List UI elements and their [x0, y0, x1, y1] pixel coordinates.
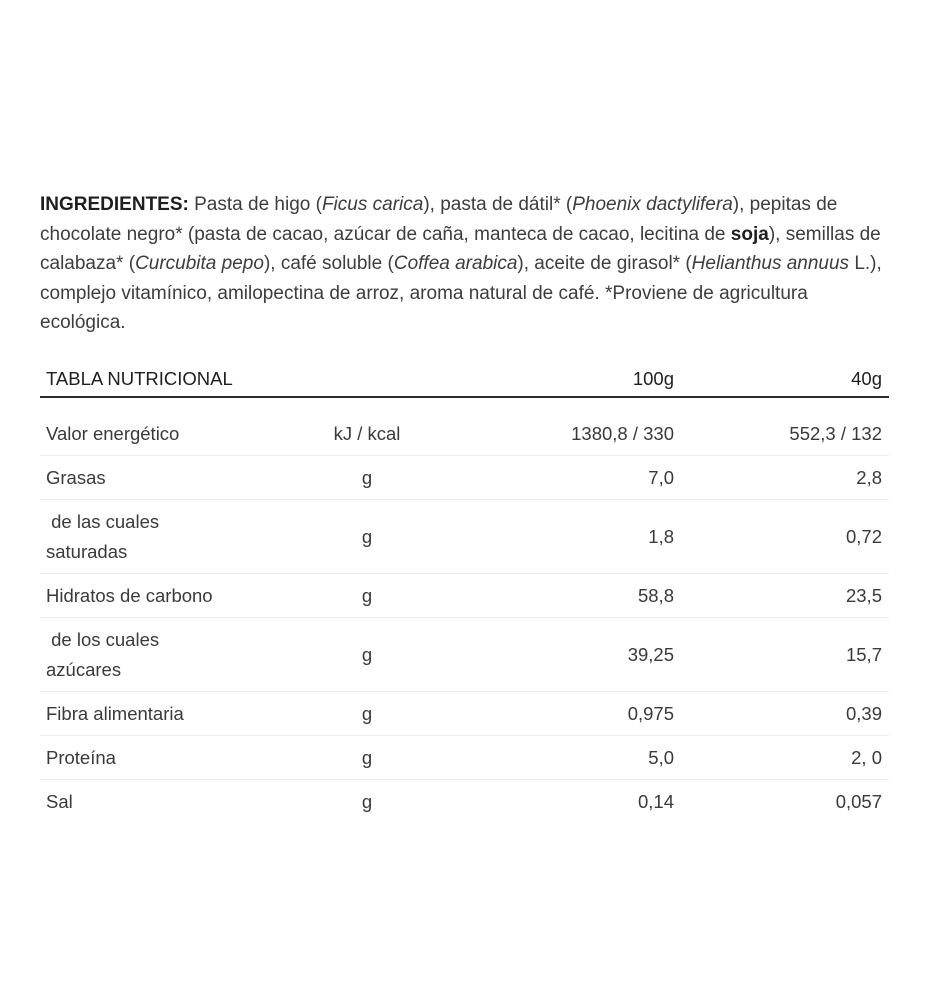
nutrient-unit: g [361, 746, 373, 768]
nutrient-value-100g: 39,25 [627, 643, 674, 665]
nutrient-value-100g: 0,975 [627, 702, 674, 724]
nutrient-value-100g: 5,0 [648, 746, 674, 768]
header-100g: 100g [632, 368, 674, 389]
ingredients-label: INGREDIENTES: [40, 194, 189, 215]
nutrient-value-40g: 0,72 [845, 525, 882, 547]
nutrient-value-40g: 2,8 [856, 466, 882, 488]
nutrient-name: Sal [46, 790, 73, 812]
nutrition-row-energy [40, 412, 889, 456]
nutrient-value-100g: 7,0 [648, 466, 674, 488]
nutrient-unit: g [361, 702, 373, 724]
nutrient-name: Proteína [46, 746, 116, 768]
ingredients-paragraph [40, 190, 890, 338]
nutrient-unit: g [361, 584, 373, 606]
ingredients-text: ), café soluble ( [263, 253, 394, 274]
nutrient-value-100g: 1,8 [648, 525, 674, 547]
nutrient-name: Grasas [46, 466, 106, 488]
nutrient-value-100g: 0,14 [637, 790, 674, 812]
ingredient-latin-name: Helianthus annuus [691, 253, 850, 274]
nutrient-unit: g [361, 466, 373, 488]
nutrition-row-fat [40, 456, 889, 500]
nutrient-unit: kJ / kcal [333, 422, 401, 444]
nutrition-row-carbohydrates [40, 574, 889, 618]
nutrient-unit: g [361, 525, 373, 547]
nutrient-name-line: azúcares [46, 658, 122, 680]
ingredient-latin-name: Curcubita pepo [135, 253, 264, 274]
nutrition-row-saturated-fat [40, 500, 889, 574]
ingredient-latin-name: Ficus carica [321, 194, 424, 215]
nutrient-value-100g: 58,8 [637, 584, 674, 606]
nutrient-name: Hidratos de carbono [46, 584, 213, 606]
nutrition-row-salt [40, 780, 889, 823]
ingredients-text: Pasta de higo ( [188, 194, 322, 215]
nutrient-name [40, 625, 317, 684]
nutrient-value-40g: 15,7 [845, 643, 882, 665]
header-40g: 40g [851, 368, 882, 389]
ingredients-text: ), pasta de dátil* ( [423, 194, 573, 215]
ingredients-text: ), aceite de girasol* ( [517, 253, 692, 274]
nutrient-name-line: de las cuales [46, 511, 160, 532]
nutrient-value-40g: 2, 0 [851, 746, 882, 768]
nutrition-table [40, 362, 889, 823]
nutrition-table-header [40, 362, 889, 398]
nutrition-row-sugars [40, 618, 889, 692]
nutrition-row-protein [40, 736, 889, 780]
ingredient-latin-name: Coffea arabica [393, 253, 518, 274]
nutrient-name [40, 507, 317, 566]
nutrient-name-line: saturadas [46, 540, 128, 562]
nutrient-value-40g: 23,5 [845, 584, 882, 606]
nutrient-name: Valor energético [46, 422, 180, 444]
ingredients-text: L.), complejo vitamínico, amilopectina de arroz, aroma natural de café. *Proviene de agricultura ecológica. [40, 253, 882, 333]
ingredient-latin-name: Phoenix dactylifera [572, 194, 733, 215]
nutrient-value-40g: 552,3 / 132 [789, 422, 882, 444]
nutrient-value-40g: 0,057 [835, 790, 882, 812]
nutrition-row-fiber [40, 692, 889, 736]
nutrient-value-100g: 1380,8 / 330 [571, 422, 674, 444]
allergen-highlight: soja [730, 223, 769, 245]
nutrient-unit: g [361, 790, 373, 812]
ingredients-text: ), pepitas de chocolate negro* (pasta de cacao, azúcar de caña, manteca de cacao, lecitina de [40, 194, 838, 245]
ingredients-text: ), semillas de calabaza* ( [40, 223, 881, 274]
nutrient-name: Fibra alimentaria [46, 702, 184, 724]
nutrient-name-line: de los cuales [46, 629, 160, 650]
nutrient-unit: g [361, 643, 373, 665]
nutrient-value-40g: 0,39 [845, 702, 882, 724]
nutrition-table-title: TABLA NUTRICIONAL [46, 368, 233, 389]
